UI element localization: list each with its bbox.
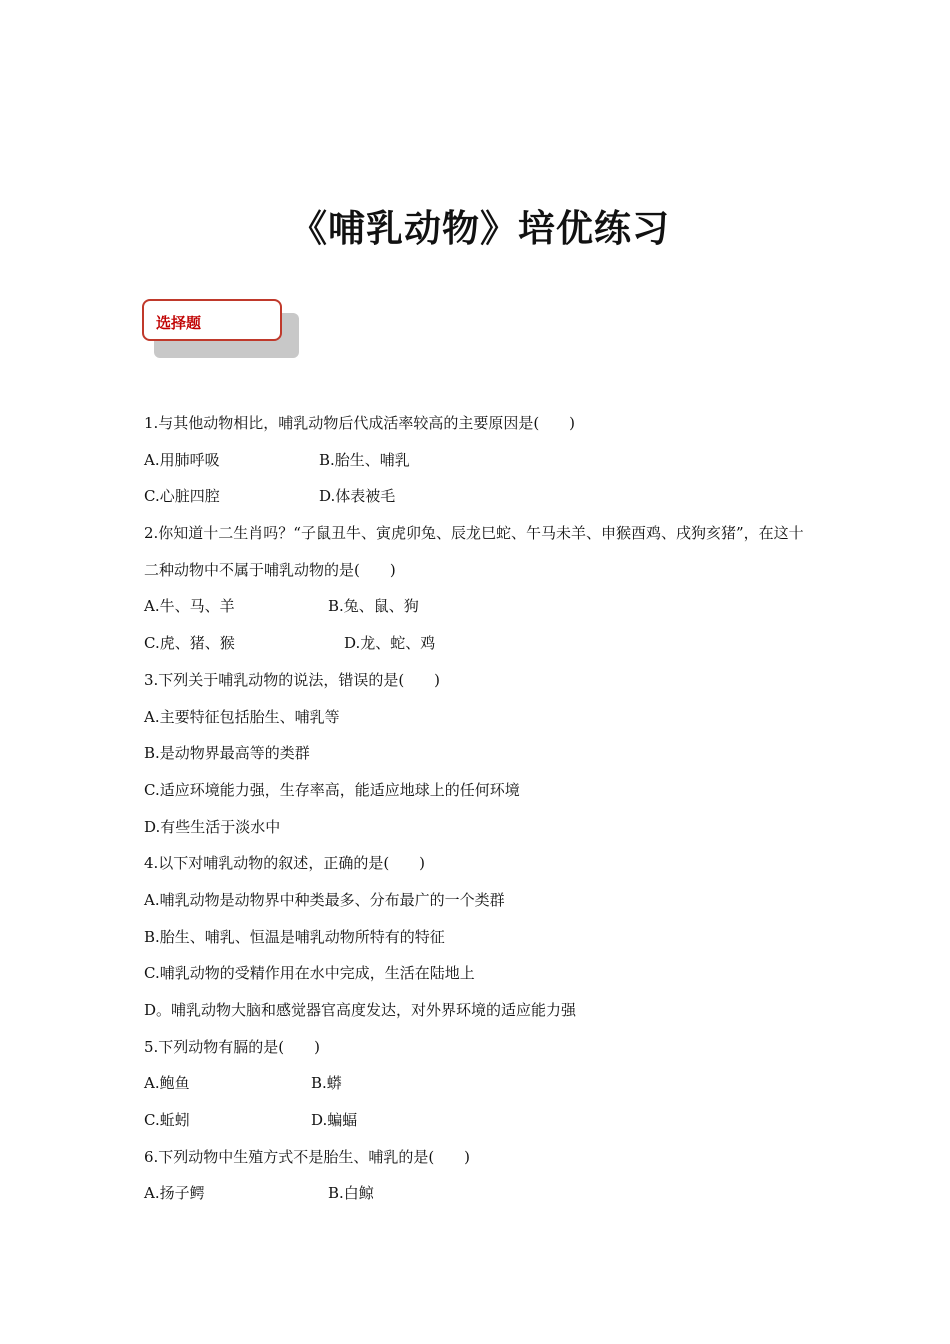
question-4-option-b: B.胎生、哺乳、恒温是哺乳动物所特有的特征 (144, 927, 445, 946)
question-5-option-row (144, 1107, 824, 1144)
question-6-stem: 6.下列动物中生殖方式不是胎生、哺乳的是( ) (144, 1147, 471, 1166)
question-2-option-b: B.兔、鼠、狗 (328, 597, 419, 616)
question-2-option-row (144, 630, 824, 667)
question-3-option-d: D.有些生活于淡水中 (144, 817, 281, 836)
question-1-option-c: C.心脏四腔 (144, 487, 220, 506)
question-4-option-d: D。哺乳动物大脑和感觉器官高度发达，对外界环境的适应能力强 (144, 1001, 577, 1020)
question-5-option-row (144, 1070, 824, 1107)
question-3-option-b: B.是动物界最高等的类群 (144, 744, 310, 763)
question-3-option-a: A.主要特征包括胎生、哺乳等 (144, 707, 340, 726)
question-2-stem: 2.你知道十二生肖吗？“子鼠丑牛、寅虎卯兔、辰龙巳蛇、午马未羊、申猴酉鸡、戌狗亥猪”，在这十二种动物中不属于哺乳动物的是( ) (144, 524, 804, 579)
question-5-option-c: C.蚯蚓 (144, 1111, 190, 1130)
question-2-option-a: A.牛、马、羊 (144, 597, 235, 616)
question-4-option-a: A.哺乳动物是动物界中种类最多、分布最广的一个类群 (144, 890, 505, 909)
question-4-option-c: C.哺乳动物的受精作用在水中完成，生活在陆地上 (144, 964, 475, 983)
question-2-option-d: D.龙、蛇、鸡 (344, 634, 436, 653)
section-label: 选择题 (156, 314, 202, 332)
question-6-option-b: B.白鲸 (328, 1184, 374, 1203)
question-1-option-a: A.用肺呼吸 (144, 450, 220, 469)
question-5-option-b: B.蟒 (311, 1074, 342, 1093)
section-tag (142, 299, 302, 361)
question-2-option-row (144, 593, 824, 630)
question-1-option-b: B.胎生、哺乳 (319, 450, 410, 469)
question-6-option-row (144, 1180, 824, 1217)
page-title: 《哺乳动物》培优练习 (290, 207, 670, 250)
question-3-stem: 3.下列关于哺乳动物的说法，错误的是( ) (144, 670, 441, 689)
question-1-option-row (144, 447, 824, 484)
question-1-option-d: D.体表被毛 (319, 487, 396, 506)
question-5-option-d: D.蝙蝠 (311, 1111, 358, 1130)
question-3-option-c: C.适应环境能力强，生存率高，能适应地球上的任何环境 (144, 780, 520, 799)
question-5-option-a: A.鲍鱼 (144, 1074, 190, 1093)
question-4-stem: 4.以下对哺乳动物的叙述，正确的是( ) (144, 854, 426, 873)
question-1-stem: 1.与其他动物相比，哺乳动物后代成活率较高的主要原因是( ) (144, 414, 576, 432)
question-2-option-c: C.虎、猪、猴 (144, 634, 235, 653)
question-5-stem: 5.下列动物有膈的是( ) (144, 1037, 321, 1056)
question-6-option-a: A.扬子鳄 (144, 1184, 205, 1203)
question-list (144, 410, 824, 1217)
